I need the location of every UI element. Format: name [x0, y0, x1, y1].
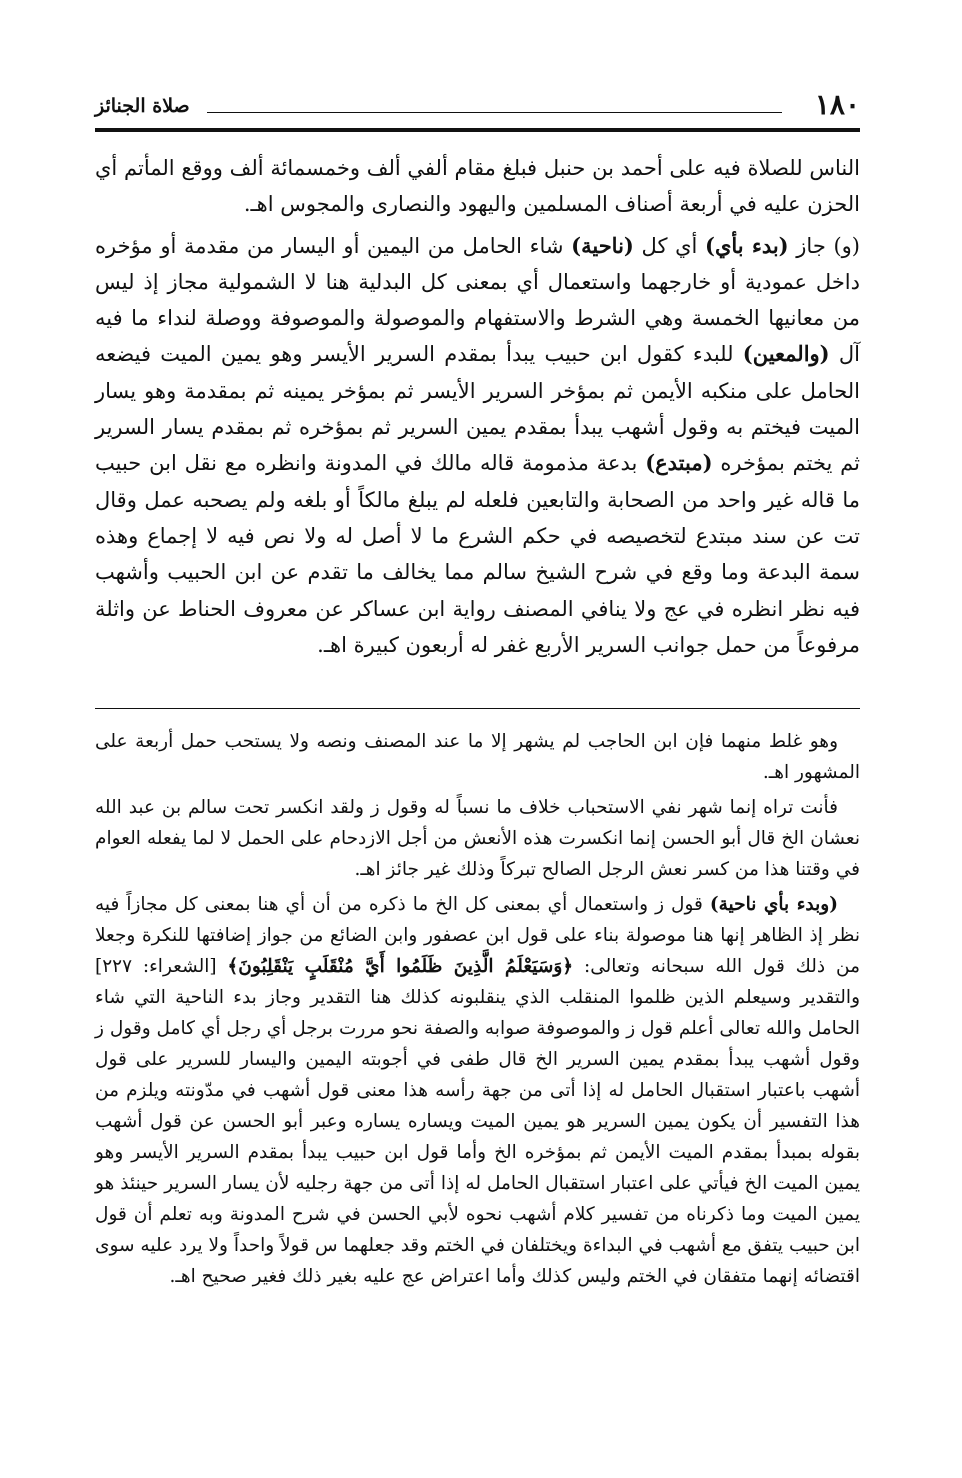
text-run: [الشعراء: ٢٢٧] والتقدير وسيعلم الذين ظلموا المنقلب الذي ينقلبونه كذلك هنا التقدير وجاز بدء الناحية التي شاء الحامل والله تعالى أعلم قول ز والموصوفة صوابه والصفة نحو مررت برجل أي رجل أي كامل وقول ز وقول أشهب يبدأ بمقدم يمين السرير الخ قال طفى في أجوبته اليمين واليسار للسرير على قول أشهب باعتبار استقبال الحامل له إذا أتى من جهة رأسه هذا معنى قول أشهب في مدّونته ويلزم من هذا التفسير أن يكون يمين السرير هو يمين الميت ويساره يساره وعبر أبو الحسن عن قول أشهب بقوله بمبدأ بمقدم الميت الأيمن ثم بمؤخره الخ وأما قول ابن حبيب يبدأ بمقدم السرير الأيسر وهو يمين الميت الخ فيأتي على اعتبار استقبال الحامل له إذا أتى من جهة رجليه لأن يسار السرير حينئذ هو يمين الميت وما ذكرناه من تفسير كلام أشهب نحوه لأبي الحسن في شرح المدونة وبه تعلم أن قول ابن حبيب يتفق مع أشهب في البداءة ويختلفان في الختم وقد جعلهما س قولاً واحداً ولا يرد عليه سوى اقتضائه إنهما متفقان في الختم وليس كذلك وأما اعتراض عج عليه بغير ذلك فغير صحيح اهـ.: [95, 956, 861, 1287]
header-divider: [95, 128, 860, 132]
main-text: [95, 150, 860, 668]
lemma-mubtadi: (مبتدع): [645, 450, 713, 476]
note-paragraph-3: [95, 889, 860, 1292]
page-header: [95, 88, 860, 124]
note-paragraph-1: وهو غلط منهما فإن ابن الحاجب لم يشهر إلا ما عند المصنف ونصه ولا يستحب حمل أربعة على المشهور اهـ.: [95, 731, 860, 783]
lemma-bad-bi-ay: (بدء بأي): [705, 232, 789, 258]
text-run: قول ز واستعمال أي بمعنى كل الخ ما ذكره من أن أي هنا بمعنى كل مجازاً فيه نظر إذ الظاهر إنها هنا موصولة بناء على قول ابن عصفور وابن الضائع من جواز إضافتها للنكرة وجعلا من ذلك قول الله سبحانه وتعالى:: [95, 894, 860, 977]
note-paragraph-2: فأنت تراه إنما شهر نفي الاستحباب خلاف ما نسباً له وقول ز ولقد انكسر تحت سالم بن عبد الله نعشان الخ قال أبو الحسن إنما انكسرت هذه الأنعش من أجل الازدحام على الحمل لا لما يفعله العوام في وقتنا هذا من كسر نعش الرجل الصالح تبركاً وذلك غير جائز اهـ.: [95, 797, 860, 880]
quran-verse: ﴿وَسَيَعْلَمُ الَّذِينَ ظَلَمُوا أَيَّ مُنْقَلَبٍ يَنْقَلِبُونَ﴾: [227, 956, 574, 977]
lemma-nahiya: (ناحية): [571, 232, 634, 258]
text-run: أي كل: [633, 233, 706, 258]
header-rule: [207, 112, 782, 113]
text-run: شاء الحامل من اليمين أو اليسار من مقدمة أو مؤخره داخل عمودية أو خارجهما واستعمال أي بمعنى كل البدلية هنا لا الشمولية مجاز إذ ليس من معانيها الخمسة وهي الشرط والاستفهام والموصولة والموصوفة ووصلة لنداء ما فيه آل: [95, 233, 860, 367]
text-run: للبدء كقول ابن حبيب يبدأ بمقدم السرير الأيسر وهو يمين الميت فيضعه الحامل على منكبه الأيمن ثم بمؤخر السرير الأيسر ثم بمؤخر يمينه ثم بمقدمة وهو يسار الميت فيختم به وقول أشهب يبدأ بمقدم يمين السرير ثم بمؤخره ثم بمقدم يسار السرير ثم يختم بمؤخره: [95, 342, 861, 476]
lemma-bad-bi-ay-nahiya: (وبدء بأي ناحية): [709, 894, 838, 915]
lemma-al-muin: (والمعين): [742, 341, 830, 367]
running-title: صلاة الجنائز: [95, 95, 190, 117]
text-run: (و) جاز: [788, 233, 860, 258]
main-paragraph-2: [95, 228, 860, 664]
text-run: بدعة مذمومة قاله مالك في المدونة وانظره مع نقل ابن حبيب ما قاله غير واحد من الصحابة والتابعين فلعله لم يبلغ مالكاً أو بلغه ولم يصحبه عمل وقال تت عن سند مبتدع لتخصيصه في حكم الشرع ما لا أصل له ولا نص فيه لا إجماع وهذه سمة البدعة وما وقع في شرح الشيخ سالم مما يخالف ما تقدم عن ابن الحبيب وأشهب فيه نظر انظره في عج ولا ينافي المصنف رواية ابن عساكر عن معروف الحناط عن واثلة مرفوعاً من حمل جوانب السرير الأربع غفر له أربعون كبيرة اهـ.: [95, 451, 860, 657]
main-paragraph-1: الناس للصلاة فيه على أحمد بن حنبل فبلغ مقام ألفي ألف وخمسمائة ألف ووقع المأتم أي الحزن عليه في أربعة أصناف المسلمين واليهود والنصارى والمجوس اهـ.: [95, 156, 860, 217]
commentary-section: [95, 726, 860, 1296]
footnote-divider: [95, 708, 860, 709]
page-number: ١٨٠: [814, 88, 860, 121]
